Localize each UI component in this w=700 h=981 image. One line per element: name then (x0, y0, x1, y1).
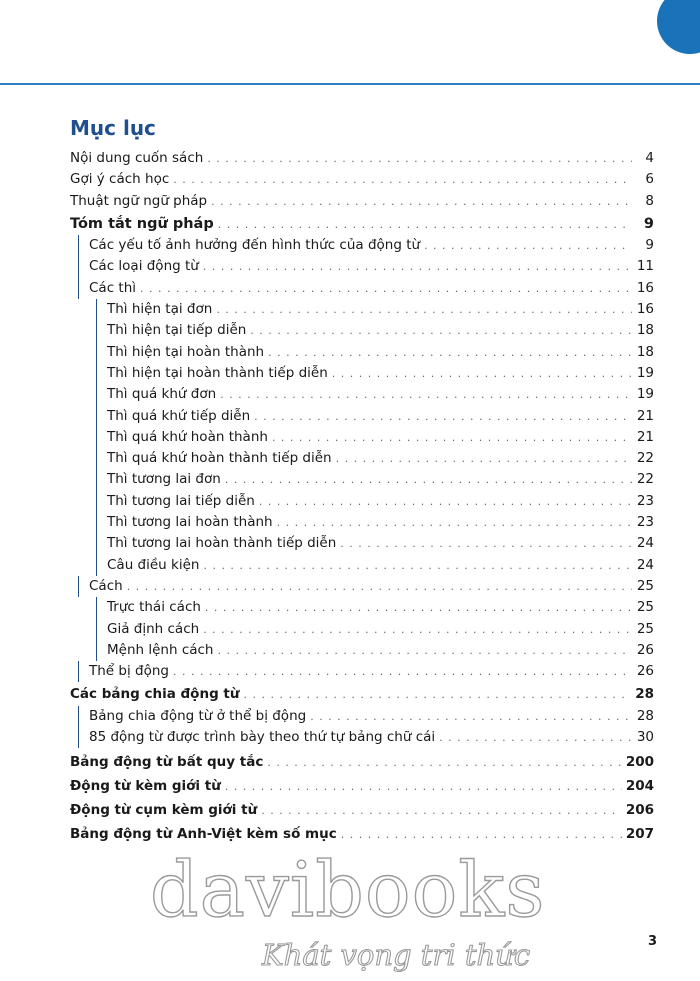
toc-mood-group (96, 597, 654, 661)
toc-entry[interactable]: Thì quá khứ đơn . . . 19 (97, 384, 654, 405)
toc-entry[interactable]: Gợi ý cách học . . . 6 (70, 169, 654, 190)
toc-entry[interactable]: Thì hiện tại tiếp diễn . . . 18 (97, 320, 654, 341)
toc-entry[interactable]: Thì quá khứ hoàn thành . . . 21 (97, 427, 654, 448)
toc-section-heading[interactable]: Động từ cụm kèm giới từ . . . 206 (70, 798, 654, 822)
toc-entry[interactable]: Thì quá khứ tiếp diễn . . . 21 (97, 406, 654, 427)
page-title: Mục lục (70, 116, 156, 140)
header-rule (0, 83, 700, 85)
watermark-brand: davibooks (150, 845, 546, 934)
toc-entry[interactable]: Thuật ngữ ngữ pháp . . . 8 (70, 191, 654, 212)
toc-entry[interactable]: Các loại động từ . . . 11 (79, 256, 654, 277)
toc-section-heading[interactable]: Bảng động từ Anh-Việt kèm số mục . . . 207 (70, 822, 654, 846)
toc-entry[interactable]: Thì tương lai hoàn thành . . . 23 (97, 512, 654, 533)
toc-subsection-group (78, 576, 654, 597)
toc-entry[interactable]: Nội dung cuốn sách . . . 4 (70, 148, 654, 169)
toc-entry[interactable]: Các yếu tố ảnh hưởng đến hình thức của động từ . . . 9 (79, 235, 654, 256)
toc-subsection-group (78, 235, 654, 299)
toc-section-heading[interactable]: Tóm tắt ngữ pháp . . . 9 (70, 214, 654, 235)
toc-entry[interactable]: Thì hiện tại đơn . . . 16 (97, 299, 654, 320)
toc-entry[interactable]: Cách . . . 25 (79, 576, 654, 597)
toc-entry[interactable]: 85 động từ được trình bày theo thứ tự bảng chữ cái . . . 30 (79, 727, 654, 748)
toc-entry[interactable]: Mệnh lệnh cách . . . 26 (97, 640, 654, 661)
toc-entry[interactable]: Câu điều kiện . . . 24 (97, 555, 654, 576)
toc-entry[interactable]: Thì tương lai hoàn thành tiếp diễn . . . 24 (97, 533, 654, 554)
watermark-tagline: Khát vọng tri thức (262, 938, 531, 972)
table-of-contents (70, 148, 654, 846)
corner-tab-circle (657, 0, 700, 54)
toc-entry[interactable]: Thì tương lai tiếp diễn . . . 23 (97, 491, 654, 512)
toc-entry[interactable]: Bảng chia động từ ở thể bị động . . . 28 (79, 706, 654, 727)
toc-section-heading[interactable]: Động từ kèm giới từ . . . 204 (70, 774, 654, 798)
toc-entry[interactable]: Giả định cách . . . 25 (97, 619, 654, 640)
toc-entry[interactable]: Thể bị động . . . 26 (79, 661, 654, 682)
toc-section-heading[interactable]: Các bảng chia động từ . . . 28 (70, 684, 654, 705)
page-number: 3 (648, 934, 658, 949)
toc-entry[interactable]: Thì tương lai đơn . . . 22 (97, 469, 654, 490)
toc-entry[interactable]: Các thì . . . 16 (79, 278, 654, 299)
toc-subsection-group (78, 706, 654, 749)
toc-section-heading[interactable]: Bảng động từ bất quy tắc . . . 200 (70, 750, 654, 774)
toc-tense-group (96, 299, 654, 576)
toc-subsection-group (78, 661, 654, 682)
toc-entry[interactable]: Thì quá khứ hoàn thành tiếp diễn . . . 22 (97, 448, 654, 469)
toc-entry[interactable]: Thì hiện tại hoàn thành tiếp diễn . . . 19 (97, 363, 654, 384)
toc-entry[interactable]: Thì hiện tại hoàn thành . . . 18 (97, 342, 654, 363)
toc-entry[interactable]: Trực thái cách . . . 25 (97, 597, 654, 618)
